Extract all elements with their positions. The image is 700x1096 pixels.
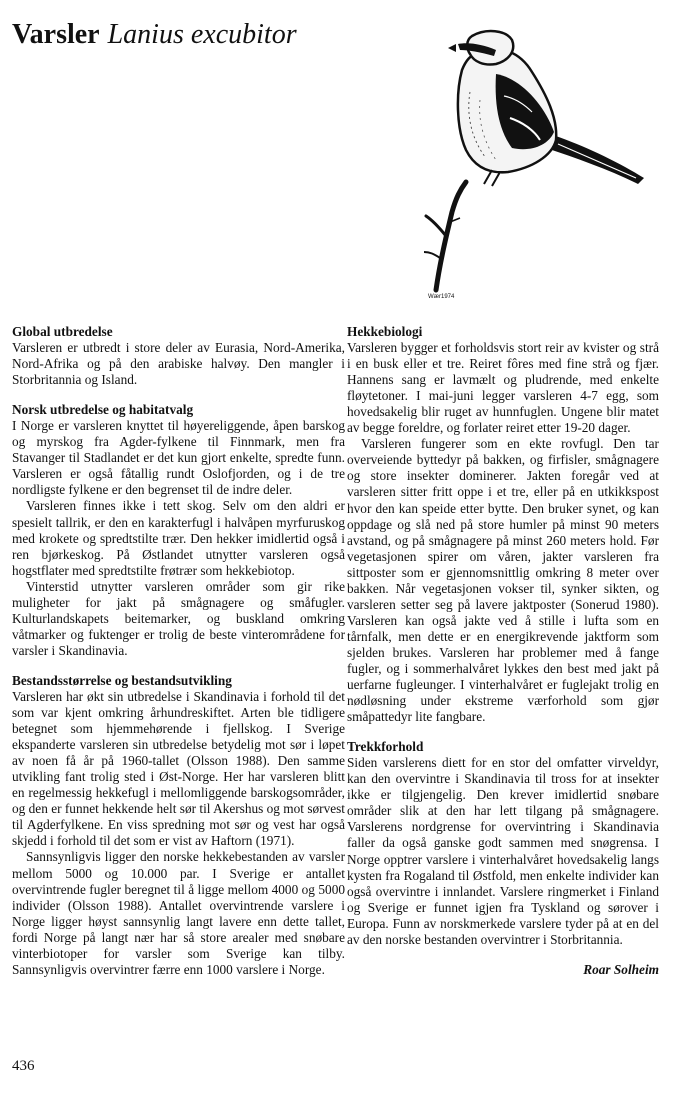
right-column xyxy=(347,324,659,978)
heading-population: Bestandsstørrelse og bestandsutvikling xyxy=(12,672,232,688)
heading-global-distribution: Global utbredelse xyxy=(12,324,113,339)
species-latin-name: Lanius excubitor xyxy=(107,19,297,50)
heading-migration: Trekkforhold xyxy=(347,739,424,755)
branch-twig xyxy=(426,216,446,236)
branch xyxy=(436,182,466,290)
page-number: 436 xyxy=(12,1058,35,1074)
heading-breeding-biology: Hekkebiologi xyxy=(347,324,423,339)
paragraph: Varsleren er utbredt i store deler av Eurasia, Nord-Amerika, Nord-Afrika og på den arabiske halvøy. Den mangler i Storbritannia og Island. xyxy=(12,340,345,388)
paragraph: I Norge er varsleren knyttet til høyereliggende, åpen barskog og myrskog fra Agder-fylkene til Finnmark, men fra Stavanger til Stadlandet er det kun gjort enkelte, spredte funn. Varsleren er også fåtallig rundt Oslofjorden, og i de tre nordligste fylkene er den begrenset til de indre deler. xyxy=(12,418,345,498)
heading-norwegian-distribution: Norsk utbredelse og habitatvalg xyxy=(12,402,194,418)
tail xyxy=(546,134,644,184)
page-title xyxy=(12,18,297,52)
beak xyxy=(448,44,456,52)
species-common-name: Varsler xyxy=(12,19,100,50)
paragraph: Sannsynligvis ligger den norske hekkebestanden av varsler mellom 5000 og 10.000 par. I Sverige er antallet overvintrende fugler beregnet til å ligge mellom 4000 og 5000 individer (Olsson 1988). Antallet overvintrende varslere i Norge ligger høyst sannsynlig langt lavere enn dette tallet, fordi Norge på langt nær har så store arealer med snøbare vinterbiotoper for varsler som Sverige kan tilby. Sannsynligvis overvintrer færre enn 1000 varslere i Norge. xyxy=(12,849,345,977)
illustration-signature: Wær1974 xyxy=(428,294,455,300)
shrike-illustration xyxy=(400,22,650,300)
left-column xyxy=(12,324,345,978)
paragraph: Varsleren finnes ikke i tett skog. Selv om den aldri er spesielt tallrik, er den en karakterfugl i halvåpen myrfuruskog med krokete og spredtstilte trær. Den hekker imidlertid også i ren bjørkeskog. På Østlandet utnytter varsleren også hogstflater med spredtstilte frøtrær som hekkebiotop. xyxy=(12,498,345,578)
paragraph: Siden varslerens diett for en stor del omfatter virveldyr, kan den overvintre i Skandinavia til tross for at insekter ikke er tilgjengelig. Den krever imidlertid snøbare områder slik at den har lett tilgang på smågnagere. Varslerens nordgrense for overvintring i Skandinavia faller da også ganske godt sammen med snøgrensa. I Norge opptrer varslere i vinterhalvåret hovedsakelig langs kysten fra Rogaland til Østfold, men enkelte individer kan også overvintre i innlandet. Varslere ringmerket i Finland og Sverige er funnet igjen fra Tyskland og sørover i Europa. Funn av norskmerkede varslere tyder på at en del av den norske bestanden overvintrer i Storbritannia. xyxy=(347,755,659,947)
paragraph: Vinterstid utnytter varsleren områder som gir rike muligheter for jakt på smågnagere og småfugler. Kulturlandskapets beitemarker, og buskland omkring våtmarker og fuktenger er trolig de beste vinterområdene for varsler i Skandinavia. xyxy=(12,578,345,658)
paragraph: Varsleren har økt sin utbredelse i Skandinavia i forhold til det som var kjent omkring århundreskiftet. Arten ble tidligere betegnet som hjemmehørende i fjellskog. I Sverige ekspanderte varsleren sin utbredelse betydelig mot sør i løpet av noen få år på 1960-tallet (Olsson 1988). Den samme utvikling fant trolig sted i Øst-Norge. Her har varsleren blitt en regelmessig hekkefugl i mellomliggende barskogsområder, og den er funnet hekkende helt sør til Akershus og mot sørvest til Agderfylkene. En viss spredning mot sør og vest har også skjedd i forhold til det som er vist av Haftorn (1971). xyxy=(12,688,345,849)
paragraph: Varsleren bygger et forholdsvis stort reir av kvister og strå i en busk eller et tre. Reiret fôres med fine strå og fjær. Hannens sang er lavmælt og pludrende, med enkelte fløytetoner. I mai-juni legger varsleren 4-7 egg, som hovedsakelig blir ruget av hunnfuglen. Ungene blir matet av begge foreldre, og forlater reiret etter 19-20 dager. xyxy=(347,340,659,436)
paragraph: Varsleren fungerer som en ekte rovfugl. Den tar overveiende byttedyr på bakken, og firfisler, smågnagere og store insekter dominerer. Jakten foregår ved at varsleren sitter fritt oppe i et tre, eller på en utkikkspost hvor den kan speide etter bytte. Den bruker synet, og kan oppdage og slå ned på store humler på minst 90 meters avstand, og på smågnagere på minst 260 meters hold. Før vegetasjonen spirer om våren, jakter varsleren fra sittposter som er gjennomsnittlig omkring 8 meter over bakken. Når vegetasjonen vokser til, synker sikten, og varsleren setter seg på lavere jaktposter (Sonerud 1980). Varsleren kan også jakte ved å stille i lufta som en tårnfalk, men dette er en energikrevende jaktform som sjelden brukes. Varsleren har problemer med å fange fugler, og i sommerhalvåret lykkes den best med jakt på uerfarne fugleunger. I vinterhalvåret er fuglejakt trolig en nødløsning under ekstreme værforhold som gjør småpattedyr lite fangbare. xyxy=(347,436,659,725)
author-name: Roar Solheim xyxy=(583,961,659,977)
